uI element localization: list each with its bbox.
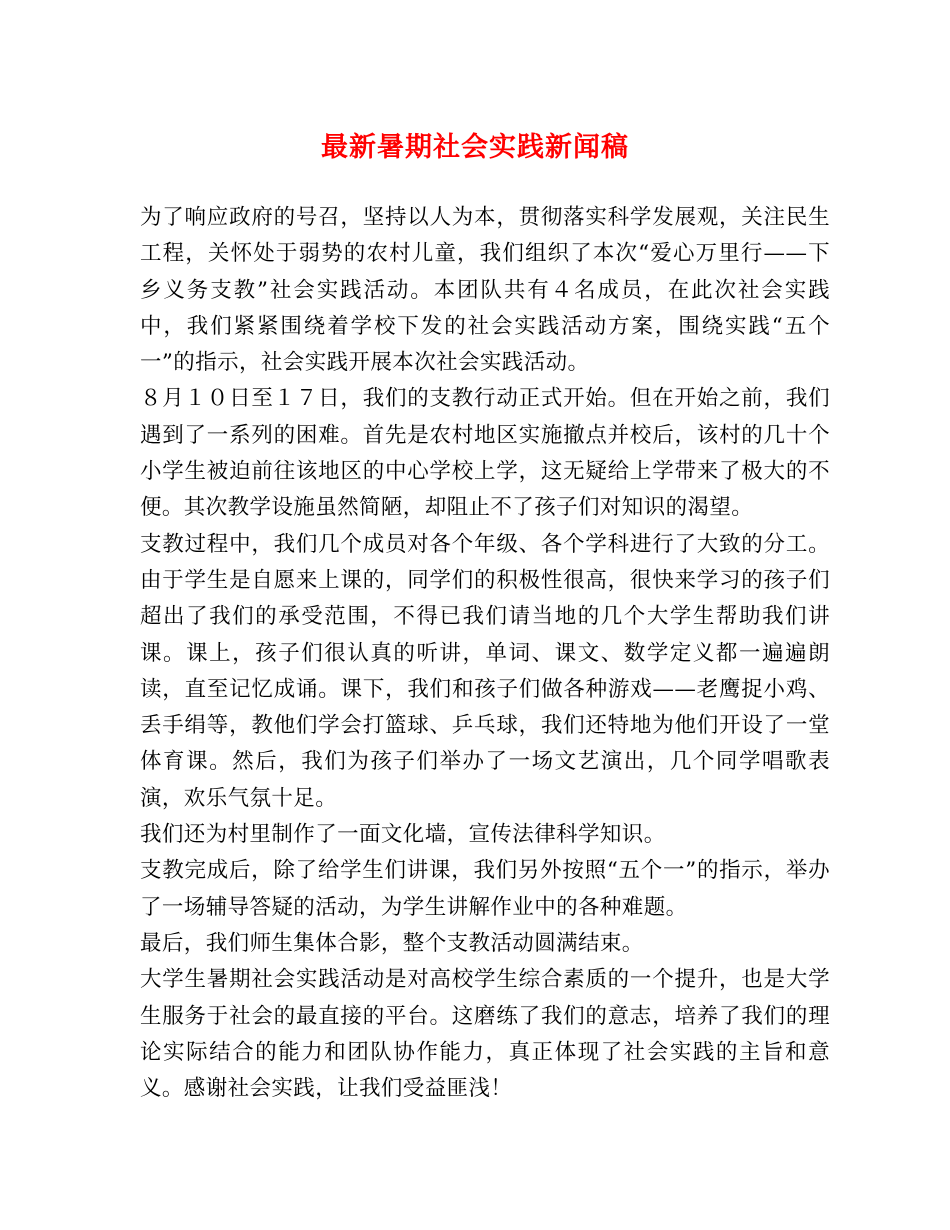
paragraph: 最后，我们师生集体合影，整个支教活动圆满结束。 (140, 930, 644, 956)
document-title: 最新暑期社会实践新闻稿 (321, 132, 629, 163)
paragraph: 我们还为村里制作了一面文化墙，宣传法律科学知识。 (140, 822, 666, 848)
paragraph: 支教过程中，我们几个成员对各个年级、各个学科进行了大致的分工。由于学生是自愿来上课的，同学们的积极性很高，很快来学习的孩子们超出了我们的承受范围，不得已我们请当地的几个大学生帮助我们讲课。课上，孩子们很认真的听讲，单词、课文、数学定义都一遍遍朗读，直至记忆成诵。课下，我们和孩子们做各种游戏——老鹰捉小鸡、丢手绢等，教他们学会打篮球、乒乓球，我们还特地为他们开设了一堂体育课。然后，我们为孩子们举办了一场文艺演出，几个同学唱歌表演，欢乐气氛十足。 (140, 531, 830, 811)
paragraph: 大学生暑期社会实践活动是对高校学生综合素质的一个提升，也是大学生服务于社会的最直接的平台。这磨练了我们的意志，培养了我们的理论实际结合的能力和团队协作能力，真正体现了社会实践的主旨和意义。感谢社会实践，让我们受益匪浅！ (140, 967, 830, 1102)
paragraph: 支教完成后，除了给学生们讲课，我们另外按照“五个一”的指示，举办了一场辅导答疑的活动，为学生讲解作业中的各种难题。 (140, 858, 830, 920)
document-body (140, 200, 830, 1107)
paragraph: ８月１０日至１７日，我们的支教行动正式开始。但在开始之前，我们遇到了一系列的困难。首先是农村地区实施撤点并校后，该村的几十个小学生被迫前往该地区的中心学校上学，这无疑给上学带来了极大的不便。其次教学设施虽然简陋，却阻止不了孩子们对知识的渴望。 (140, 386, 830, 521)
paragraph: 为了响应政府的号召，坚持以人为本，贯彻落实科学发展观，关注民生工程，关怀处于弱势的农村儿童，我们组织了本次“爱心万里行——下乡义务支教”社会实践活动。本团队共有４名成员，在此次社会实践中，我们紧紧围绕着学校下发的社会实践活动方案，围绕实践“五个一”的指示，社会实践开展本次社会实践活动。 (140, 205, 830, 376)
